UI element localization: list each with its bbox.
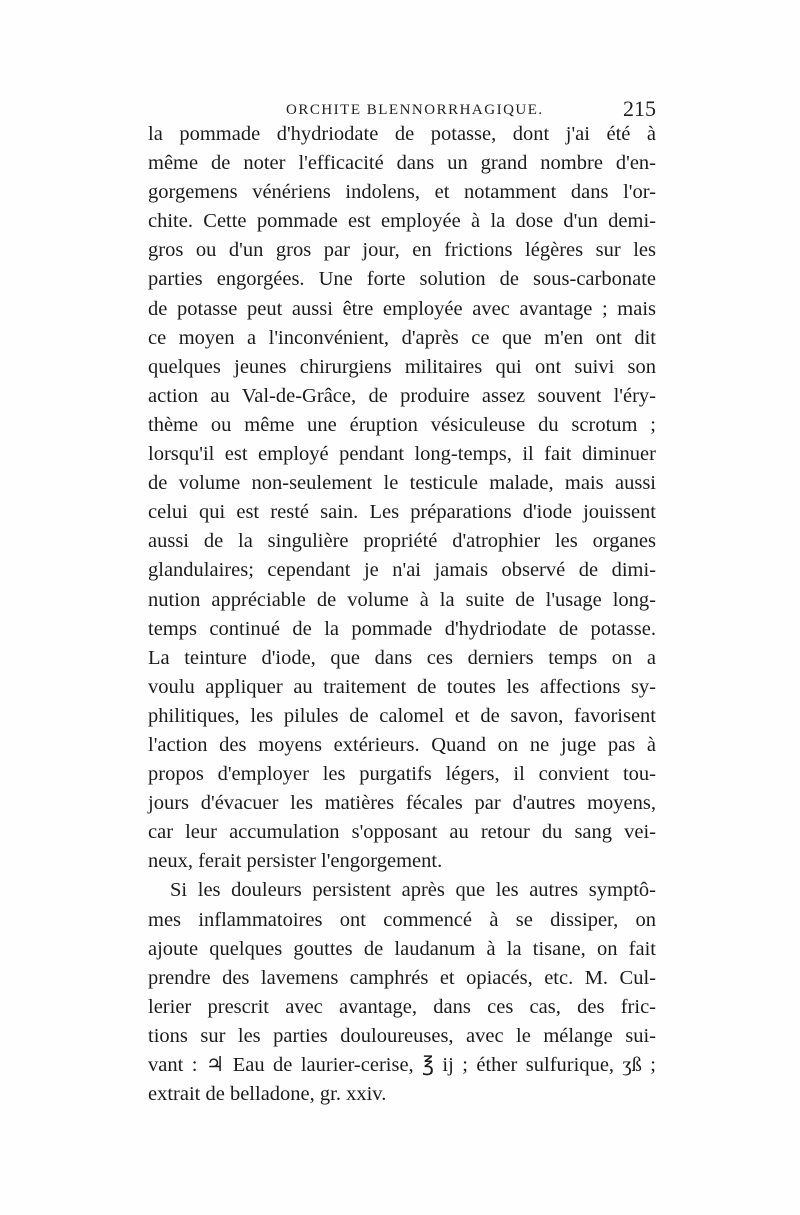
text-line: de volume non-seulement le testicule malade, mais aussi <box>148 472 656 495</box>
text-line: lorsqu'il est employé pendant long-temps, il fait diminuer <box>148 443 656 466</box>
text-line: La teinture d'iode, que dans ces derniers temps on a <box>148 646 656 669</box>
text-line: propos d'employer les purgatifs légers, il convient tou- <box>148 763 656 786</box>
text-line: chite. Cette pommade est employée à la dose d'un demi- <box>148 210 656 233</box>
text-line: celui qui est resté sain. Les préparations d'iode jouissent <box>148 501 656 524</box>
text-line: voulu appliquer au traitement de toutes les affections sy- <box>148 675 656 698</box>
text-line: mes inflammatoires ont commencé à se dissiper, on <box>148 908 656 931</box>
paragraph-end-line: extrait de belladone, gr. xxiv. <box>148 1083 387 1106</box>
text-line: jours d'évacuer les matières fécales par d'autres moyens, <box>148 792 656 815</box>
paragraph-end-line: neux, ferait persister l'engorgement. <box>148 850 443 873</box>
text-line: nution appréciable de volume à la suite de l'usage long- <box>148 588 656 611</box>
text-line: action au Val-de-Grâce, de produire assez souvent l'éry- <box>148 384 656 407</box>
formula-line: vant : ♃ Eau de laurier-cerise, ℥ ij ; éther sulfurique, ʒß ; <box>148 1054 656 1076</box>
text-line: ce moyen a l'inconvénient, d'après ce que m'en ont dit <box>148 326 656 349</box>
page-number: 215 <box>623 96 656 121</box>
text-line: de potasse peut aussi être employée avec avantage ; mais <box>148 297 656 320</box>
text-line: thème ou même une éruption vésiculeuse du scrotum ; <box>148 413 656 436</box>
text-line: tions sur les parties douloureuses, avec le mélange sui- <box>148 1024 656 1047</box>
text-line: parties engorgées. Une forte solution de sous-carbonate <box>148 268 656 291</box>
body-text <box>148 120 656 1109</box>
text-line: car leur accumulation s'opposant au retour du sang vei- <box>148 821 656 844</box>
text-line: ajoute quelques gouttes de laudanum à la tisane, on fait <box>148 937 656 960</box>
running-head: ORCHITE BLENNORRHAGIQUE. <box>286 102 544 118</box>
text-line: lerier prescrit avec avantage, dans ces cas, des fric- <box>148 995 656 1018</box>
text-line: temps continué de la pommade d'hydriodate de potasse. <box>148 617 656 640</box>
text-line: glandulaires; cependant je n'ai jamais observé de dimi- <box>148 559 656 582</box>
text-line: gros ou d'un gros par jour, en frictions légères sur les <box>148 239 656 262</box>
paragraph-start-line: Si les douleurs persistent après que les autres symptô- <box>170 879 656 902</box>
text-line: aussi de la singulière propriété d'atrophier les organes <box>148 530 656 553</box>
text-line: quelques jeunes chirurgiens militaires qui ont suivi son <box>148 355 656 378</box>
text-line: l'action des moyens extérieurs. Quand on ne juge pas à <box>148 733 656 756</box>
text-line: prendre des lavemens camphrés et opiacés, etc. M. Cul- <box>148 966 656 989</box>
text-line: même de noter l'efficacité dans un grand nombre d'en- <box>148 152 656 175</box>
text-line: philitiques, les pilules de calomel et de savon, favorisent <box>148 704 656 727</box>
text-line: gorgemens vénériens indolens, et notamment dans l'or- <box>148 181 656 204</box>
text-line: la pommade d'hydriodate de potasse, dont j'ai été à <box>148 123 656 145</box>
